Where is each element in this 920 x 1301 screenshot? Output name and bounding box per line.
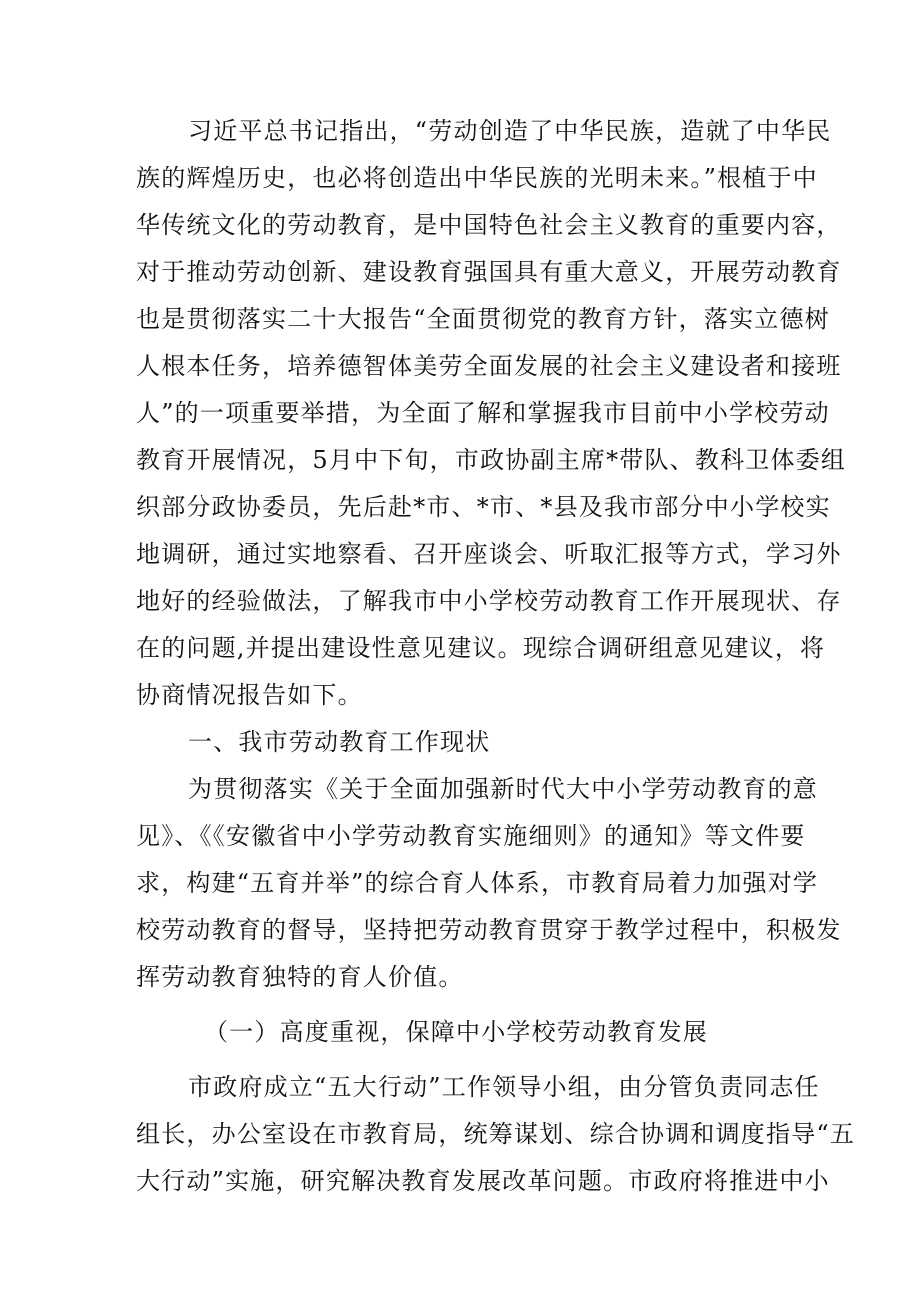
text-line: 华传统文化的劳动教育，是中国特色社会主义教育的重要内容， bbox=[136, 211, 842, 239]
text-line: 习近平总书记指出，“劳动创造了中华民族，造就了中华民 bbox=[188, 117, 832, 145]
text-line: 为贯彻落实《关于全面加强新时代大中小学劳动教育的意 bbox=[188, 775, 818, 803]
text-line: 人根本任务，培养德智体美劳全面发展的社会主义建设者和接班 bbox=[136, 352, 842, 380]
text-line: 协商情况报告如下。 bbox=[136, 681, 363, 709]
section-heading: 一、我市劳动教育工作现状 bbox=[188, 728, 491, 756]
text-line: 教育开展情况，5月中下旬，市政协副主席*带队、教科卫体委组 bbox=[136, 446, 847, 474]
text-line: 挥劳动教育独特的育人价值。 bbox=[136, 963, 464, 991]
spacer bbox=[136, 1056, 786, 1064]
text-line: 见》、《《安徽省中小学劳动教育实施细则》的通知》等文件要 bbox=[136, 822, 806, 850]
text-line: 大行动”实施，研究解决教育发展改革问题。市政府将推进中小 bbox=[136, 1167, 830, 1195]
document-body bbox=[136, 108, 856, 1205]
text-line: 校劳动教育的督导，坚持把劳动教育贯穿于教学过程中，积极发 bbox=[136, 916, 842, 944]
text-line: 在的问题,并提出建设性意见建议。现综合调研组意见建议，将 bbox=[136, 634, 826, 662]
text-line: 人”的一项重要举措，为全面了解和掌握我市目前中小学校劳动 bbox=[136, 399, 830, 427]
subsection-heading: （一）高度重视，保障中小学校劳动教育发展 bbox=[204, 1018, 708, 1046]
text-line: 组长，办公室设在市教育局，统筹谋划、综合协调和调度指导“五 bbox=[136, 1120, 856, 1148]
text-line: 织部分政协委员，先后赴*市、*市、*县及我市部分中小学校实 bbox=[136, 493, 831, 521]
text-line: 地调研，通过实地察看、召开座谈会、听取汇报等方式，学习外 bbox=[136, 540, 842, 568]
text-line: 求，构建“五育并举”的综合育人体系，市教育局着力加强对学 bbox=[136, 869, 819, 897]
text-line: 族的辉煌历史，也必将创造出中华民族的光明未来。”根植于中 bbox=[136, 164, 818, 192]
text-line: 地好的经验做法，了解我市中小学校劳动教育工作开展现状、存 bbox=[136, 587, 842, 615]
text-line: 也是贯彻落实二十大报告“全面贯彻党的教育方针，落实立德树 bbox=[136, 305, 830, 333]
text-line: 对于推动劳动创新、建设教育强国具有重大意义，开展劳动教育 bbox=[136, 258, 842, 286]
text-line: 市政府成立“五大行动”工作领导小组，由分管负责同志任 bbox=[188, 1073, 820, 1101]
spacer bbox=[136, 1001, 786, 1009]
